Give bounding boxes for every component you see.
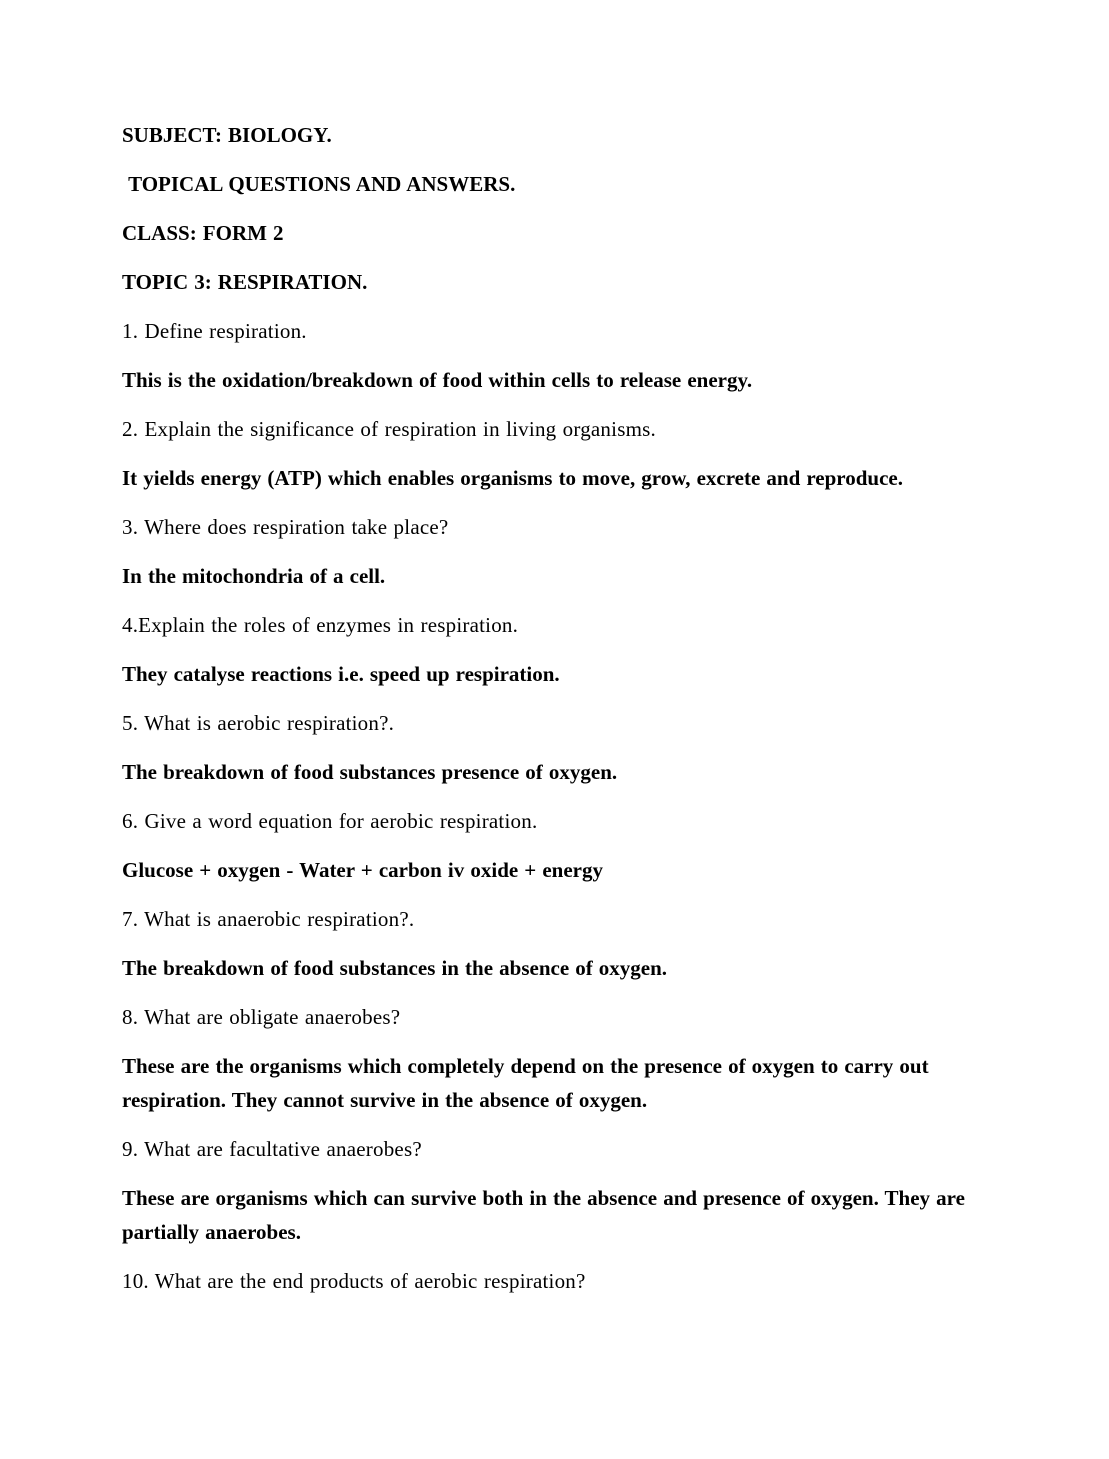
question-text: 6. Give a word equation for aerobic respiration. [122,809,538,833]
answer-text: The breakdown of food substances in the absence of oxygen. [122,956,668,980]
answer-text: This is the oxidation/breakdown of food within cells to release energy. [122,368,753,392]
question-text: 2. Explain the significance of respiration in living organisms. [122,417,656,441]
qa-item [122,902,989,985]
answer-text: In the mitochondria of a cell. [122,564,386,588]
question-text: 9. What are facultative anaerobes? [122,1137,422,1161]
question-text: 7. What is anaerobic respiration?. [122,907,415,931]
answer-text: They catalyse reactions i.e. speed up respiration. [122,662,560,686]
qa-item [122,608,989,691]
question-text: 3. Where does respiration take place? [122,515,449,539]
topic-heading: TOPIC 3: RESPIRATION. [122,270,368,294]
question-text: 1. Define respiration. [122,319,307,343]
question-text: 4.Explain the roles of enzymes in respiration. [122,613,519,637]
document-title: TOPICAL QUESTIONS AND ANSWERS. [122,172,516,196]
answer-text: These are organisms which can survive both in the absence and presence of oxygen. They are partially anaerobes. [122,1186,971,1244]
qa-list [122,314,989,1298]
qa-item [122,1264,989,1298]
class-heading: CLASS: FORM 2 [122,221,284,245]
qa-item [122,314,989,397]
question-text: 10. What are the end products of aerobic respiration? [122,1269,586,1293]
answer-text: It yields energy (ATP) which enables organisms to move, grow, excrete and reproduce. [122,466,903,490]
answer-text: The breakdown of food substances presence of oxygen. [122,760,618,784]
question-text: 8. What are obligate anaerobes? [122,1005,401,1029]
subject-heading: SUBJECT: BIOLOGY. [122,123,332,147]
answer-text: Glucose + oxygen - Water + carbon iv oxide + energy [122,858,603,882]
qa-item [122,1132,989,1249]
answer-text: These are the organisms which completely depend on the presence of oxygen to carry out respiration. They cannot survive in the absence of oxygen. [122,1054,935,1112]
qa-item [122,412,989,495]
qa-item [122,1000,989,1117]
qa-item [122,510,989,593]
qa-item [122,804,989,887]
qa-item [122,706,989,789]
question-text: 5. What is aerobic respiration?. [122,711,395,735]
